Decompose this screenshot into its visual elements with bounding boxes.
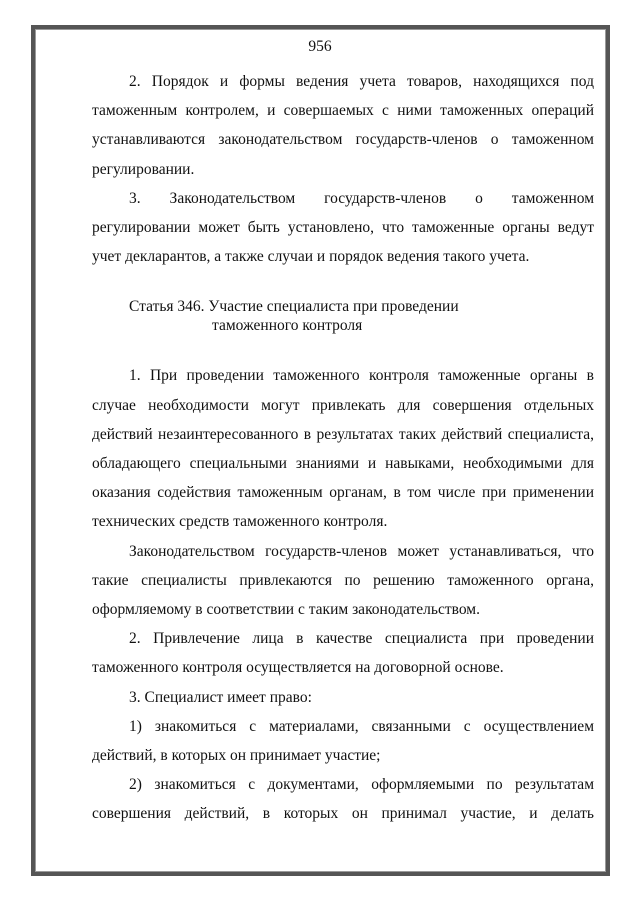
- article-title-line2: таможенного контроля: [212, 317, 363, 335]
- section-spacer: [92, 271, 594, 297]
- article-paragraph-1: 1. При проведении таможенного контроля таможенные органы в случае необходимости могут привлекать для совершения отдельных действий незаинтересованного в результатах таких действий специалиста, обладающего специальными знаниями и навыками, необходимыми для оказания содействия таможенным органам, в том числе при применении технических средств таможенного контроля.: [92, 367, 594, 531]
- paragraph-top-3: 3. Законодательством государств-членов о таможенном регулировании может быть установлено, что таможенные органы ведут учет декларантов, а также случаи и порядок ведения такого учета.: [92, 189, 594, 266]
- article-title-line1: Статья 346. Участие специалиста при проведении: [129, 298, 459, 316]
- article-paragraph-2: 2. Привлечение лица в качестве специалиста при проведении таможенного контроля осуществляется на договорной основе.: [92, 630, 594, 677]
- document-body: [92, 67, 594, 829]
- article-paragraph-3: 3. Специалист имеет право:: [129, 688, 312, 706]
- article-item-1: 1) знакомиться с материалами, связанными с осуществлением действий, в которых он принимает участие;: [92, 717, 594, 765]
- article-paragraph-legislation: Законодательством государств-членов может устанавливаться, что такие специалисты привлекаются по решению таможенного органа, оформляемому в соответствии с таким законодательством.: [92, 542, 594, 619]
- article-heading: [92, 297, 594, 335]
- paragraph-top-2: 2. Порядок и формы ведения учета товаров, находящихся под таможенным контролем, и совершаемых с ними таможенных операций устанавливаются законодательством государств-членов о таможенном регулировании.: [92, 73, 594, 178]
- page-number: 956: [308, 38, 332, 55]
- article-item-2: 2) знакомиться с документами, оформляемыми по результатам совершения действий, в которых он принимал участие, и делать: [92, 776, 594, 823]
